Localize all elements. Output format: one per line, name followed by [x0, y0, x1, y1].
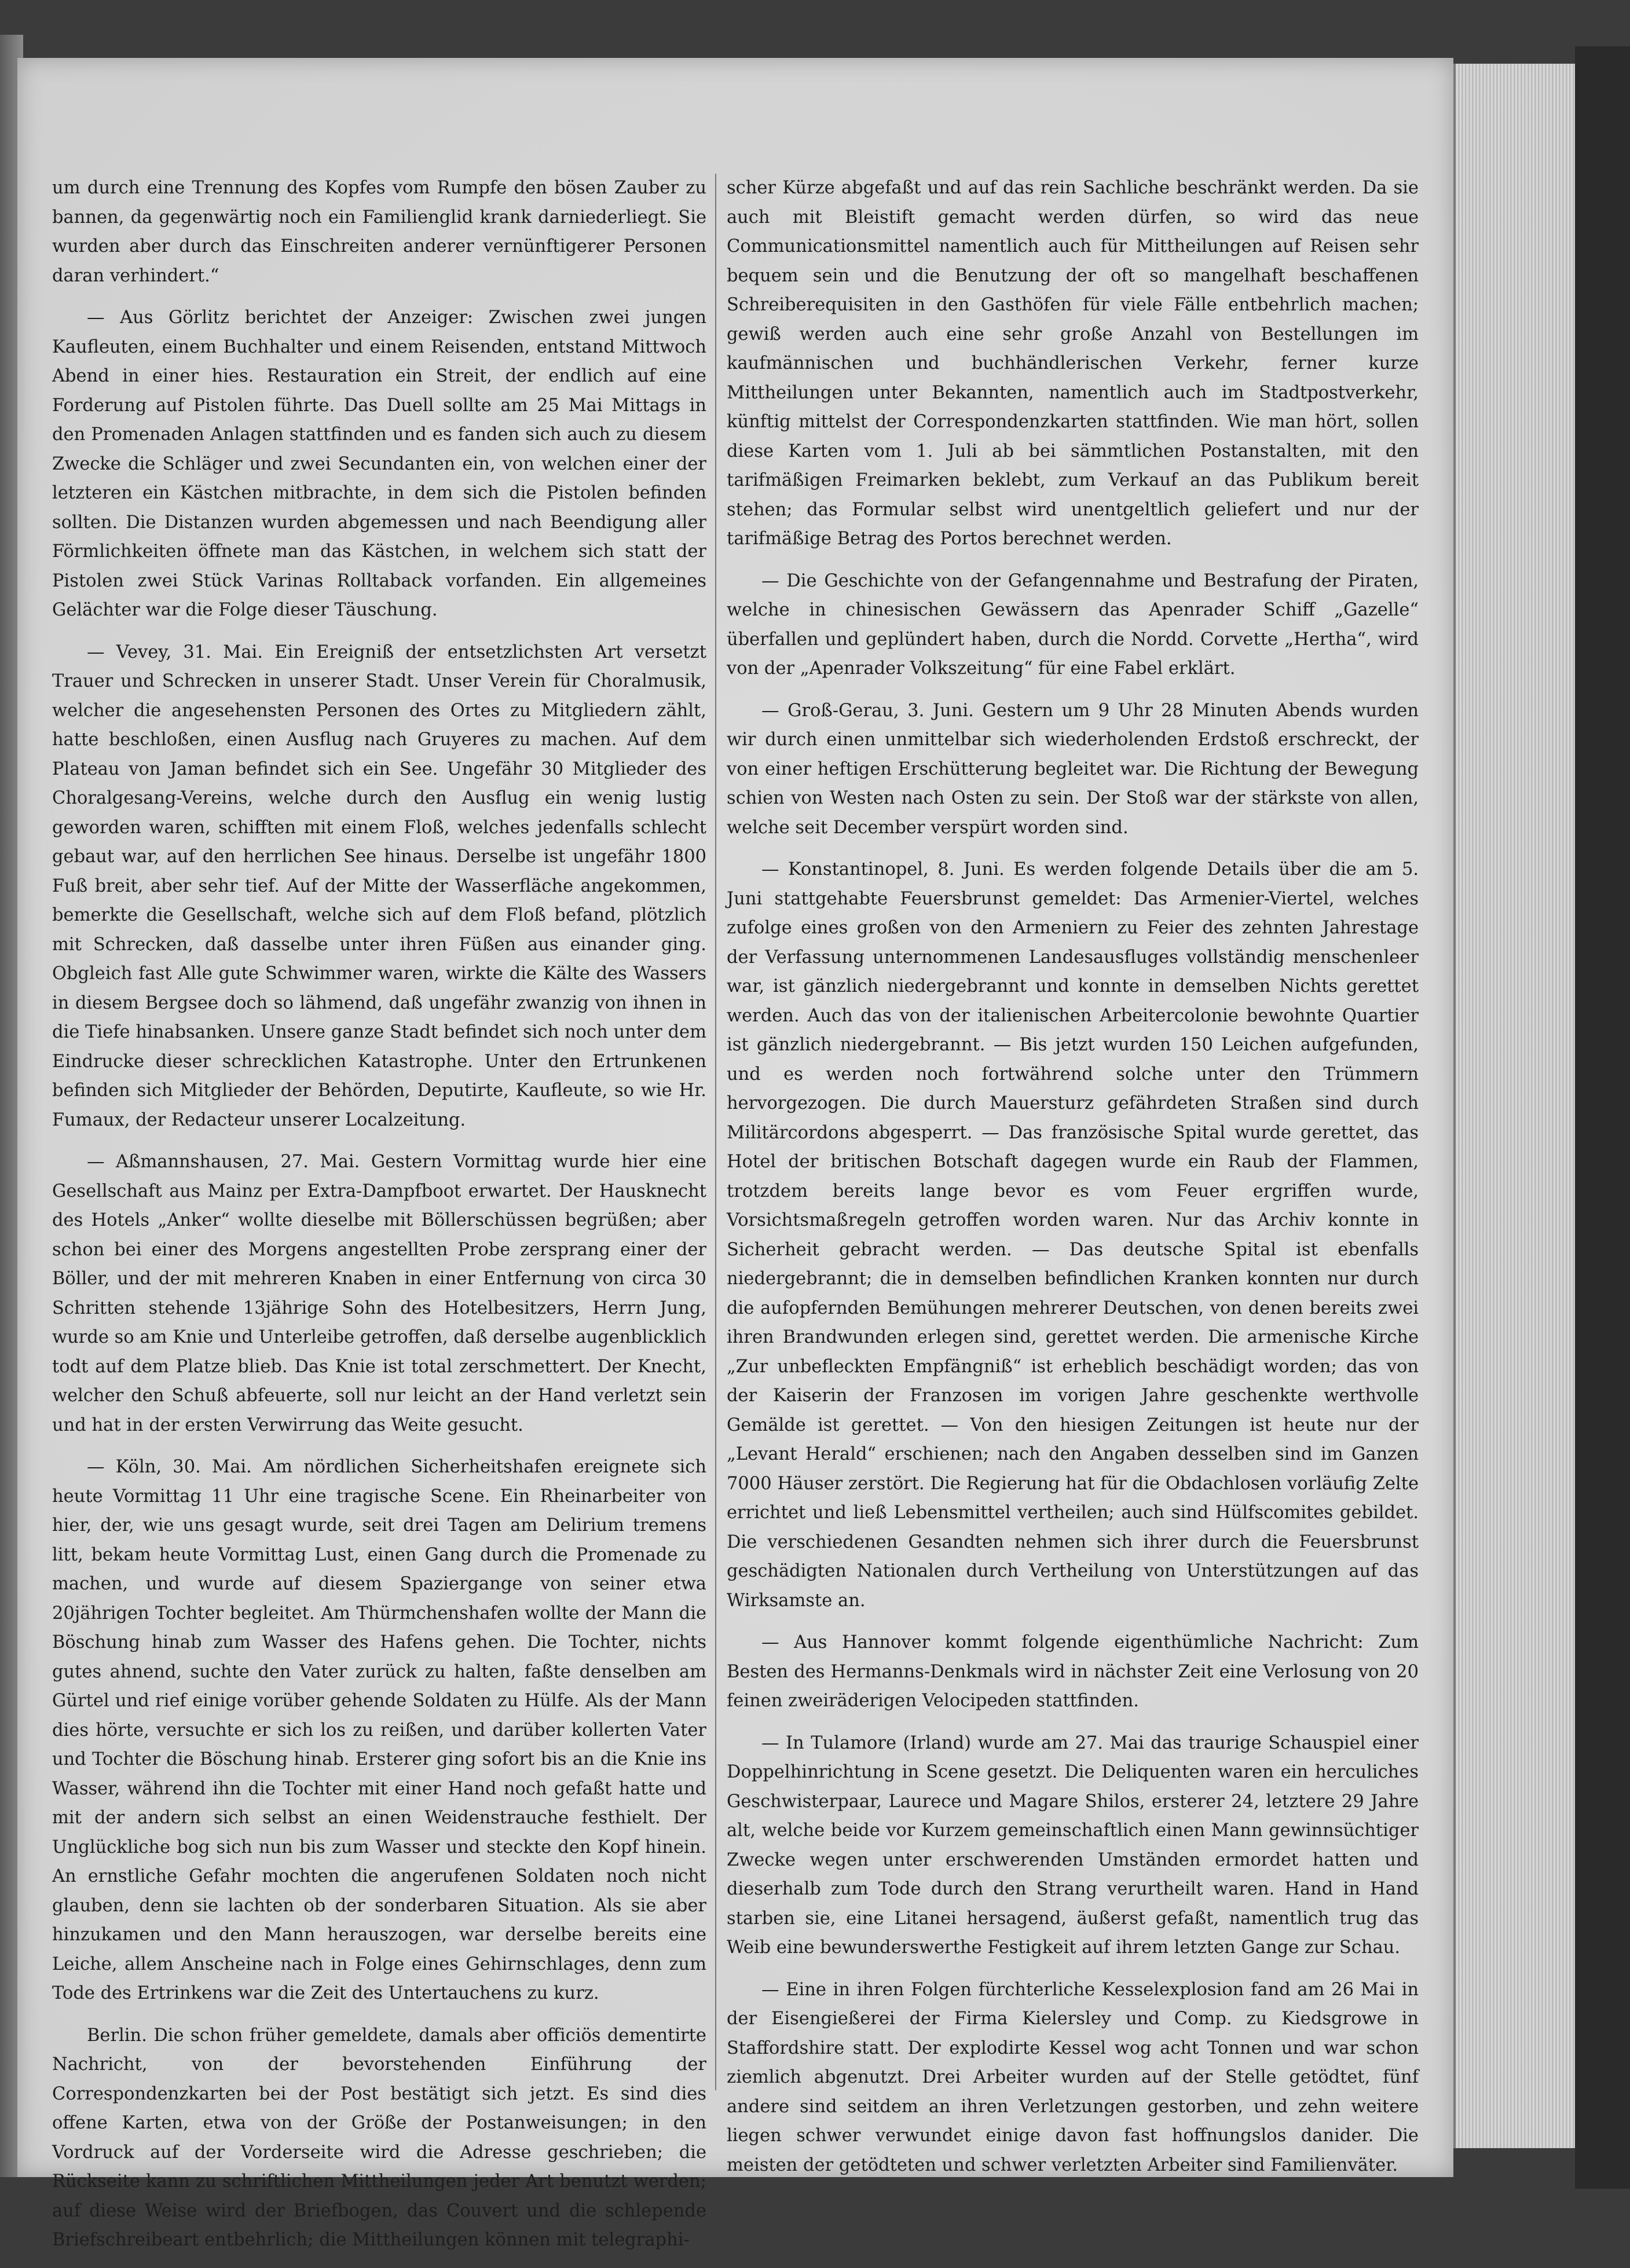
article-vevey: — Vevey, 31. Mai. Ein Ereigniß der entsetzlichsten Art versetzt Trauer und Schrecken in unserer Stadt. Unser Verein für Choralmusik, welcher die angesehensten Personen des Ortes zu Mitgliedern zählt, hatte beschloßen, einen Ausflug nach Gruyeres zu machen. Auf dem Plateau von Jaman befindet sich ein See. Ungefähr 30 Mitglieder des Choralgesang-Vereins, welche durch den Ausflug ein wenig lustig geworden waren, schifften mit einem Floß, welches jedenfalls schlecht gebaut war, auf den herrlichen See hinaus. Derselbe ist ungefähr 1800 Fuß breit, aber sehr tief. Auf der Mitte der Wasserfläche angekommen, bemerkte die Gesellschaft, welche sich auf dem Floß befand, plötzlich mit Schrecken, daß dasselbe unter ihren Füßen aus einander ging. Obgleich fast Alle gute Schwimmer waren, wirkte die Kälte des Wassers in diesem Bergsee doch so lähmend, daß ungefähr zwanzig von ihnen in die Tiefe hinabsanken. Unsere ganze Stadt befindet sich noch unter dem Eindrucke dieser schrecklichen Katastrophe. Unter den Ertrunkenen befinden sich Mitglieder der Behörden, Deputirte, Kaufleute, so wie Hr. Fumaux, der Redacteur unserer Localzeitung.: [52, 642, 706, 1130]
article-gross-gerau: — Groß-Gerau, 3. Juni. Gestern um 9 Uhr 28 Minuten Abends wurden wir durch einen unmittelbar sich wiederholenden Erdstoß erschreckt, der von einer heftigen Erschütterung begleitet war. Die Richtung der Bewegung schien von Westen nach Osten zu sein. Der Stoß war der stärkste von allen, welche seit December verspürt worden sind.: [727, 700, 1419, 838]
page-stack-edge: [1453, 64, 1577, 2148]
article-piraten: — Die Geschichte von der Gefangennahme und Bestrafung der Piraten, welche in chinesischen Gewässern das Apenrader Schiff „Gazelle“ überfallen und geplündert haben, durch die Nordd. Corvette „Hertha“, wird von der „Apenrader Volkszeitung“ für eine Fabel erklärt.: [727, 570, 1419, 679]
article-continuation: um durch eine Trennung des Kopfes vom Rumpfe den bösen Zauber zu bannen, da gegenwärtig noch ein Familienglid krank darniederliegt. Sie wurden aber durch das Einschreiten anderer vernünftigerer Personen daran verhindert.“: [52, 178, 706, 286]
article-berlin: Berlin. Die schon früher gemeldete, damals aber officiös dementirte Nachricht, von der bevorstehenden Einführung der Correspondenzkarten bei der Post bestätigt sich jetzt. Es sind dies offene Karten, etwa von der Größe der Postanweisungen; in den Vordruck auf der Vorderseite wird die Adresse geschrieben; die Rückseite kann zu schriftlichen Mittheilungen jeder Art benutzt werden; auf diese Weise wird der Briefbogen, das Couvert und die schlepende Briefschreibeart entbehrlich; die Mittheilungen können mit telegraphi-: [52, 2025, 706, 2250]
right-column: [727, 174, 1419, 2193]
left-column: [52, 174, 706, 2268]
column-divider: [715, 174, 716, 2090]
article-hannover: — Aus Hannover kommt folgende eigenthümliche Nachricht: Zum Besten des Hermanns-Denkmals wird in nächster Zeit eine Verlosung von 20 feinen zweiräderigen Velocipeden stattfinden.: [727, 1632, 1419, 1711]
article-konstantinopel: — Konstantinopel, 8. Juni. Es werden folgende Details über die am 5. Juni stattgehabte Feuersbrunst gemeldet: Das Armenier-Viertel, welches zufolge eines großen von den Armeniern zu Feier des zehnten Jahrestage der Verfassung unternommenen Landesausfluges vollständig menschenleer war, ist gänzlich niedergebrannt und konnte in demselben Nichts gerettet werden. Auch das von der italienischen Arbeitercolonie bewohnte Quartier ist gänzlich niedergebrannt. — Bis jetzt wurden 150 Leichen aufgefunden, und es werden noch fortwährend solche unter den Trümmern hervorgezogen. Die durch Mauersturz gefährdeten Straßen sind durch Militärcordons abgesperrt. — Das französische Spital wurde gerettet, das Hotel der britischen Botschaft dagegen wurde ein Raub der Flammen, trotzdem bereits lange bevor es vom Feuer ergriffen wurde, Vorsichtsmaßregeln getroffen worden waren. Nur das Archiv konnte in Sicherheit gebracht werden. — Das deutsche Spital ist ebenfalls niedergebrannt; die in demselben befindlichen Kranken konnten nur durch die aufopfernden Bemühungen mehrerer Deutschen, von denen bereits zwei ihren Brandwunden erlegen sind, gerettet werden. Die armenische Kirche „Zur unbefleckten Empfängniß“ ist erheblich beschädigt worden; das von der Kaiserin der Franzosen im vorigen Jahre geschenkte werthvolle Gemälde ist gerettet. — Von den hiesigen Zeitungen ist heute nur der „Levant Herald“ erschienen; nach den Angaben desselben sind im Ganzen 7000 Häuser zerstört. Die Regierung hat für die Obdachlosen vorläufig Zelte errichtet und ließ Lebensmittel vertheilen; auch sind Hülfscomites gebildet. Die verschiedenen Gesandten nehmen sich ihrer durch die Feuersbrunst geschädigten Nationalen durch Vertheilung von Unterstützungen auf das Wirksamste an.: [727, 859, 1419, 1611]
article-berlin-continued: scher Kürze abgefaßt und auf das rein Sachliche beschränkt werden. Da sie auch mit Bleistift gemacht werden dürfen, so wird das neue Communicationsmittel namentlich auch für Mittheilungen auf Reisen sehr bequem sein und die Benutzung der oft so mangelhaft beschaffenen Schreiberequisiten in den Gasthöfen für viele Fälle entbehrlich machen; gewiß werden auch eine sehr große Anzahl von Bestellungen im kaufmännischen und buchhändlerischen Verkehr, ferner kurze Mittheilungen unter Bekannten, namentlich auch im Stadtpostverkehr, künftig mittelst der Correspondenzkarten stattfinden. Wie man hört, sollen diese Karten vom 1. Juli ab bei sämmtlichen Postanstalten, mit den tarifmäßigen Freimarken beklebt, zum Verkauf an das Publikum bereit stehen; das Formular selbst wird unentgeltlich geliefert und nur der tarifmäßige Betrag des Portos berechnet werden.: [727, 178, 1419, 549]
article-assmannshausen: — Aßmannshausen, 27. Mai. Gestern Vormittag wurde hier eine Gesellschaft aus Mainz per Extra-Dampfboot erwartet. Der Hausknecht des Hotels „Anker“ wollte dieselbe mit Böllerschüssen begrüßen; aber schon bei einer des Morgens angestellten Probe zersprang einer der Böller, und der mit mehreren Knaben in einer Entfernung von circa 30 Schritten stehende 13jährige Sohn des Hotelbesitzers, Herrn Jung, wurde so am Knie und Unterleibe getroffen, daß derselbe augenblicklich todt auf dem Platze blieb. Das Knie ist total zerschmettert. Der Knecht, welcher den Schuß abfeuerte, soll nur leicht an der Hand verletzt sein und hat in der ersten Verwirrung das Weite gesucht.: [52, 1152, 706, 1435]
article-koeln: — Köln, 30. Mai. Am nördlichen Sicherheitshafen ereignete sich heute Vormittag 11 Uhr eine tragische Scene. Ein Rheinarbeiter von hier, der, wie uns gesagt wurde, seit drei Tagen am Delirium tremens litt, bekam heute Vormittag Lust, einen Gang durch die Promenade zu machen, und wurde auf diesem Spaziergange von seiner etwa 20jährigen Tochter begleitet. Am Thürmchenshafen wollte der Mann die Böschung hinab zum Wasser des Hafens gehen. Die Tochter, nichts gutes ahnend, suchte den Vater zurück zu halten, faßte denselben am Gürtel und rief einige vorüber gehende Soldaten zu Hülfe. Als der Mann dies hörte, versuchte er sich los zu reißen, und darüber kollerten Vater und Tochter die Böschung hinab. Ersterer ging sofort bis an die Knie ins Wasser, während ihn die Tochter mit einer Hand noch gefaßt hatte und mit der andern sich selbst an einen Weidenstrauche festhielt. Der Unglückliche bog sich nun bis zum Wasser und steckte den Kopf hinein. An ernstliche Gefahr mochten die angerufenen Soldaten noch nicht glauben, denn sie lachten ob der sonderbaren Situation. Als sie aber hinzukamen und den Mann herauszogen, war derselbe bereits eine Leiche, allem Anscheine nach in Folge eines Gehirnschlages, denn zum Tode des Ertrinkens war die Zeit des Untertauchens zu kurz.: [52, 1457, 706, 2003]
book-cover-edge: [1575, 46, 1630, 2189]
article-kesselexplosion: — Eine in ihren Folgen fürchterliche Kesselexplosion fand am 26 Mai in der Eisengießerei der Firma Kielersley und Comp. zu Kiedsgrowe in Staffordshire statt. Der explodirte Kessel wog acht Tonnen und war schon ziemlich abgenutzt. Drei Arbeiter wurden auf der Stelle getödtet, fünf andere sind seitdem an ihren Verletzungen gestorben, und zehn weitere liegen schwer verwundet einige davon fast hoffnungslos danider. Die meisten der getödteten und schwer verletzten Arbeiter sind Familienväter.: [727, 1979, 1419, 2175]
article-tulamore: — In Tulamore (Irland) wurde am 27. Mai das traurige Schauspiel einer Doppelhinrichtung in Scene gesetzt. Die Deliquenten waren ein herculiches Geschwisterpaar, Laurece und Magare Shilos, ersterer 24, letztere 29 Jahre alt, welche beide vor Kurzem gemeinschaftlich einen Mann gewinnsüchtiger Zwecke wegen unter erschwerenden Umständen ermordet hatten und dieserhalb zum Tode durch den Strang verurtheilt waren. Hand in Hand starben sie, eine Litanei hersagend, äußerst gefaßt, namentlich trug das Weib eine bewunderswerthe Festigkeit auf ihrem letzten Gange zur Schau.: [727, 1732, 1419, 1958]
article-goerlitz: — Aus Görlitz berichtet der Anzeiger: Zwischen zwei jungen Kaufleuten, einem Buchhalter und einem Reisenden, entstand Mittwoch Abend in einer hies. Restauration ein Streit, der endlich auf eine Forderung auf Pistolen führte. Das Duell sollte am 25 Mai Mittags in den Promenaden Anlagen stattfinden und es fanden sich auch zu diesem Zwecke die Schläger und zwei Secundanten ein, von welchen einer der letzteren ein Kästchen mitbrachte, in dem sich die Pistolen befinden sollten. Die Distanzen wurden abgemessen und nach Beendigung aller Förmlichkeiten öffnete man das Kästchen, in welchem sich statt der Pistolen zwei Stück Varinas Rolltaback vorfanden. Ein allgemeines Gelächter war die Folge dieser Täuschung.: [52, 307, 706, 620]
newspaper-page: [17, 58, 1453, 2250]
